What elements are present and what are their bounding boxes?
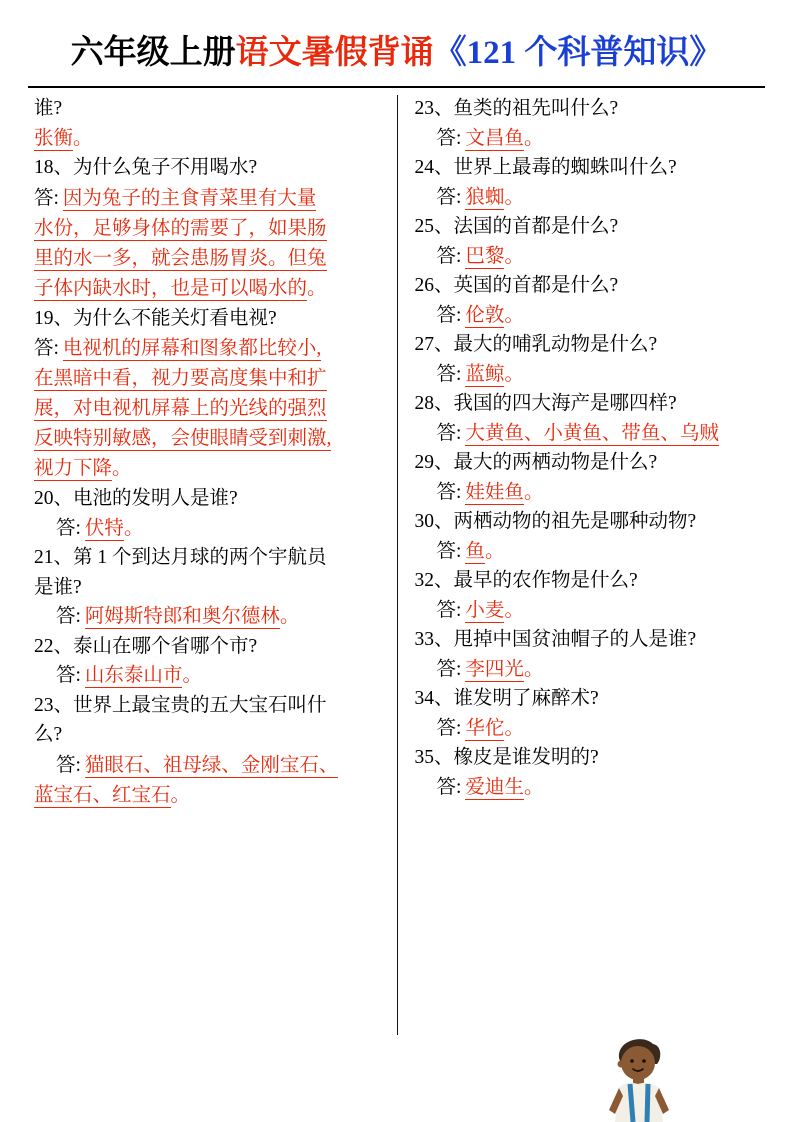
question-text: 34、谁发明了麻醉术? (414, 688, 599, 709)
answer-label: 答: (436, 776, 462, 798)
right-column (397, 95, 768, 1035)
answer-period: 。 (504, 599, 524, 621)
answer-label: 答: (436, 127, 462, 149)
answer-label: 答: (56, 754, 81, 776)
answer-label: 答: (436, 658, 462, 680)
question-text: 26、英国的首都是什么? (414, 275, 619, 296)
question-text: 25、法国的首都是什么? (414, 216, 619, 237)
answer-line (415, 302, 758, 331)
question-text: 35、橡皮是谁发明的? (414, 747, 599, 768)
question-text: 23、世界上最宝贵的五大宝石叫什 (34, 694, 327, 716)
answer-period: 。 (504, 245, 524, 267)
answer-text: 伦敦 (465, 304, 505, 326)
answer-text: 张衡 (34, 127, 74, 149)
answer-text: 水份，足够身体的需要了，如果肠 (34, 217, 327, 239)
answer-period: 。 (504, 186, 524, 208)
title-part-book: 《121 个科普知识》 (433, 35, 723, 71)
answer-text: 文昌鱼 (465, 127, 524, 149)
question-text: 33、甩掉中国贫油帽子的人是谁? (414, 629, 697, 650)
answer-period: 。 (112, 458, 132, 479)
answer-line (415, 656, 758, 685)
answer-text: 娃娃鱼 (465, 481, 524, 503)
page-title (26, 22, 767, 80)
question-text: 27、最大的哺乳动物是什么? (414, 334, 658, 355)
question-text: 18、为什么兔子不用喝水? (34, 157, 258, 178)
answer-line (34, 125, 381, 154)
answer-label: 答: (436, 186, 462, 208)
answer-label: 答: (436, 363, 462, 385)
question-text: 30、两栖动物的祖先是哪种动物? (414, 511, 697, 532)
question-text: 28、我国的四大海产是哪四样? (414, 393, 677, 414)
answer-label: 答: (34, 187, 59, 209)
answer-line (34, 515, 381, 544)
answer-text: 猫眼石、祖母绿、金刚宝石、 (84, 754, 339, 776)
student-illustration-icon (581, 1030, 701, 1122)
answer-label: 答: (56, 606, 81, 627)
answer-line (415, 715, 758, 744)
answer-period: 。 (123, 517, 144, 539)
question-text: 20、电池的发明人是谁? (34, 488, 238, 509)
answer-text: 爱迪生 (465, 776, 524, 798)
question-text: 21、第 1 个到达月球的两个宇航员 (34, 547, 327, 568)
answer-label: 答: (436, 599, 462, 621)
answer-text: 反映特别敏感，会使眼睛受到刺激, (34, 428, 332, 449)
answer-text: 子体内缺水时，也是可以喝水的 (34, 277, 308, 299)
answer-text: 狼蜘 (465, 186, 505, 208)
answer-block (34, 184, 381, 304)
answer-label: 答: (436, 422, 462, 444)
answer-period: 。 (523, 658, 544, 680)
title-part-grade: 六年级上册 (70, 35, 236, 71)
answer-label: 答: (436, 304, 462, 326)
answer-period: 。 (523, 776, 544, 798)
answer-period: 。 (307, 277, 327, 299)
answer-text: 展，对电视机屏幕上的光线的强烈 (34, 398, 327, 419)
answer-text: 华佗 (465, 717, 505, 739)
question-text: 29、最大的两栖动物是什么? (414, 452, 658, 473)
answer-text: 李四光 (465, 658, 524, 680)
answer-label: 答: (436, 717, 462, 739)
column-divider (397, 95, 398, 1035)
answer-line (415, 597, 758, 626)
answer-period: 。 (484, 540, 505, 562)
answer-line (415, 361, 758, 390)
answer-text: 电视机的屏幕和图象都比较小, (62, 338, 322, 359)
answer-period: 。 (73, 127, 93, 149)
answer-period: 。 (279, 606, 300, 627)
question-text: 32、最早的农作物是什么? (414, 570, 638, 591)
answer-line (415, 803, 758, 832)
left-column (26, 95, 397, 1035)
answer-text: 小麦 (465, 599, 505, 621)
answer-block (34, 334, 381, 484)
question-text: 么? (34, 724, 63, 745)
question-text: 19、为什么不能关灯看电视? (34, 307, 277, 329)
answer-text: 大黄鱼、小黄鱼、带鱼、乌贼 (465, 422, 719, 444)
question-text: 23、鱼类的祖先叫什么? (414, 98, 619, 119)
answer-text: 阿姆斯特郎和奥尔德林 (84, 606, 280, 627)
answer-line (415, 833, 758, 862)
answer-text: 蓝鲸 (465, 363, 505, 385)
answer-line (415, 125, 758, 154)
answer-text: 鱼 (465, 540, 485, 562)
answer-period: 。 (182, 665, 202, 686)
answer-period: 。 (523, 481, 544, 503)
answer-period: 。 (504, 717, 524, 739)
answer-label: 答: (436, 540, 462, 562)
answer-line (415, 420, 758, 449)
answer-period: 。 (523, 127, 544, 149)
answer-text: 伏特 (84, 517, 124, 539)
content-columns (26, 95, 767, 1035)
answer-line (415, 538, 758, 567)
answer-text: 因为兔子的主食青菜里有大量 (62, 187, 317, 209)
answer-label: 答: (56, 665, 81, 686)
answer-line (415, 774, 758, 803)
answer-text: 视力下降 (34, 458, 113, 479)
question-text: 谁? (34, 98, 63, 119)
answer-line (415, 184, 758, 213)
answer-period: 。 (504, 363, 524, 385)
title-divider (28, 86, 765, 88)
answer-period: 。 (170, 784, 191, 806)
question-text: 22、泰山在哪个省哪个市? (34, 635, 258, 657)
answer-line (34, 662, 381, 691)
answer-line (415, 243, 758, 272)
answer-label: 答: (436, 481, 462, 503)
answer-text: 山东泰山市 (84, 665, 183, 686)
title-part-subject: 语文暑假背诵 (235, 35, 434, 71)
question-text: 24、世界上最毒的蜘蛛叫什么? (414, 157, 677, 178)
answer-text: 在黑暗中看，视力要高度集中和扩 (34, 368, 327, 389)
answer-label: 答: (56, 517, 81, 539)
answer-text: 里的水一多，就会患肠胃炎。但兔 (34, 247, 327, 269)
question-text: 是谁? (34, 576, 82, 598)
answer-line (415, 479, 758, 508)
answer-line (34, 603, 381, 632)
answer-text: 蓝宝石、红宝石 (34, 784, 171, 806)
answer-label: 答: (34, 338, 59, 359)
answer-period: 。 (504, 304, 524, 326)
answer-label: 答: (436, 245, 462, 267)
answer-block (34, 751, 381, 811)
answer-text: 巴黎 (465, 245, 505, 267)
